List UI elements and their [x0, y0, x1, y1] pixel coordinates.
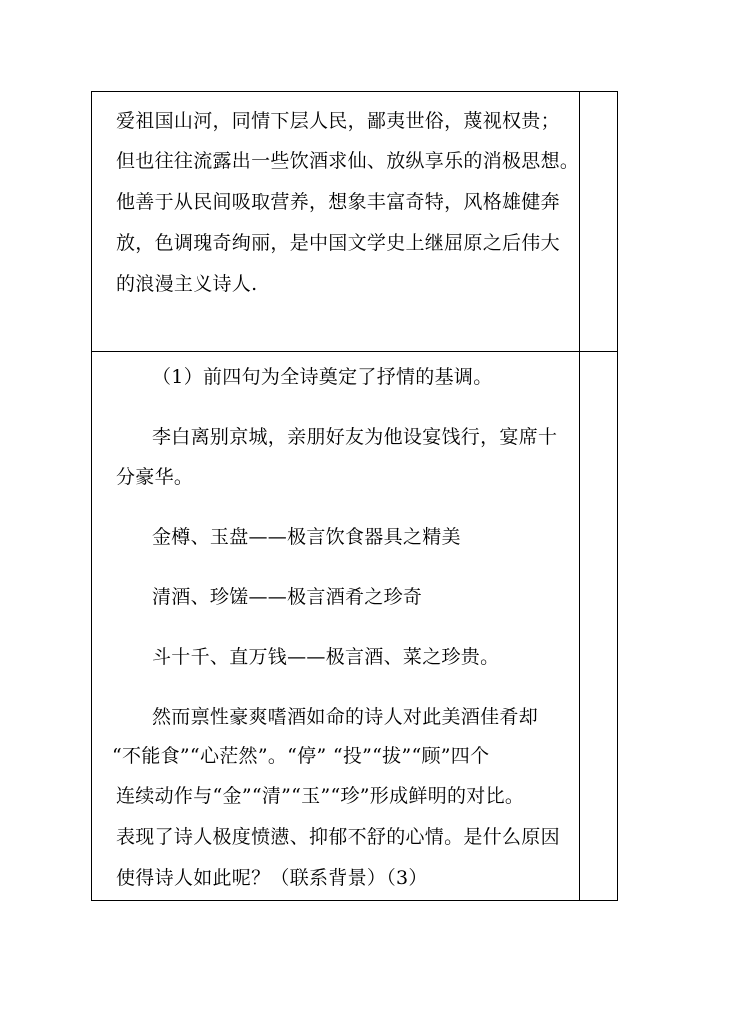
table-row-2: [92, 352, 617, 900]
text-line: 李白离别京城，亲朋好友为他设宴饯行，宴席十: [152, 426, 558, 448]
text-line: 分豪华。: [116, 466, 194, 488]
text-line: 但也往往流露出一些饮酒求仙、放纵享乐的消极思想。: [116, 150, 580, 172]
text-line: 清酒、珍馐——极言酒肴之珍奇: [152, 586, 423, 608]
table-row-1: [92, 92, 617, 352]
column-divider: [579, 352, 580, 900]
text-line: 放，色调瑰奇绚丽，是中国文学史上继屈原之后伟大: [116, 232, 560, 254]
column-divider: [579, 92, 580, 351]
text-line: （1）前四句为全诗奠定了抒情的基调。: [152, 366, 493, 388]
text-line: 他善于从民间吸取营养，想象丰富奇特，风格雄健奔: [116, 191, 560, 213]
text-line: 的浪漫主义诗人.: [116, 273, 258, 295]
text-line: 连续动作与“金”“清”“玉”“珍”形成鲜明的对比。: [116, 785, 525, 807]
content-table: [91, 91, 618, 901]
text-line: 然而禀性豪爽嗜酒如命的诗人对此美酒佳肴却: [152, 706, 539, 728]
text-line: 金樽、玉盘——极言饮食器具之精美: [152, 526, 461, 548]
text-line: 斗十千、直万钱——极言酒、菜之珍贵。: [152, 646, 500, 668]
text-line: 表现了诗人极度愤懑、抑郁不舒的心情。是什么原因: [116, 826, 560, 848]
text-line: “不能食”“心茫然”。“停” “投”“拔”“顾”四个: [112, 745, 490, 767]
text-line: 爱祖国山河，同情下层人民，鄙夷世俗，蔑视权贵；: [116, 110, 560, 132]
text-line: 使得诗人如此呢？（联系背景）（3）: [116, 867, 428, 889]
